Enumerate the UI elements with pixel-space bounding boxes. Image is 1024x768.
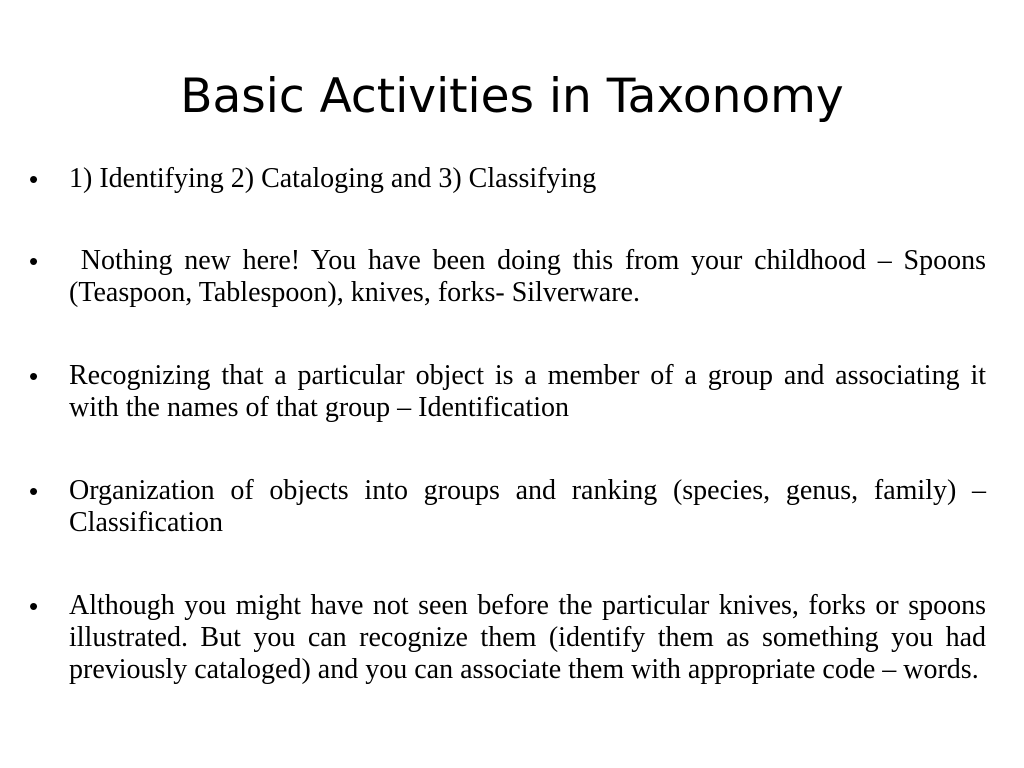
bullet-marker: • [29,591,39,621]
bullet-text: Recognizing that a particular object is a member of a group and associating it with the names of that group – Identification [69,360,986,423]
bullet-marker: • [29,164,39,194]
slide-title: Basic Activities in Taxonomy [180,69,844,124]
bullet-marker: • [29,476,39,506]
bullet-marker: • [29,246,39,276]
bullet-text: 1) Identifying 2) Cataloging and 3) Classifying [69,163,597,194]
bullet-text: Organization of objects into groups and ranking (species, genus, family) – Classification [69,475,986,538]
bullet-text: Although you might have not seen before the particular knives, forks or spoons illustrated. But you can recognize them (identify them as something you had previously cataloged) and you can associate them with appropriate code – words. [69,590,986,685]
bullet-marker: • [29,361,39,391]
bullet-text: Nothing new here! You have been doing this from your childhood – Spoons (Teaspoon, Tablespoon), knives, forks- Silverware. [69,245,993,308]
